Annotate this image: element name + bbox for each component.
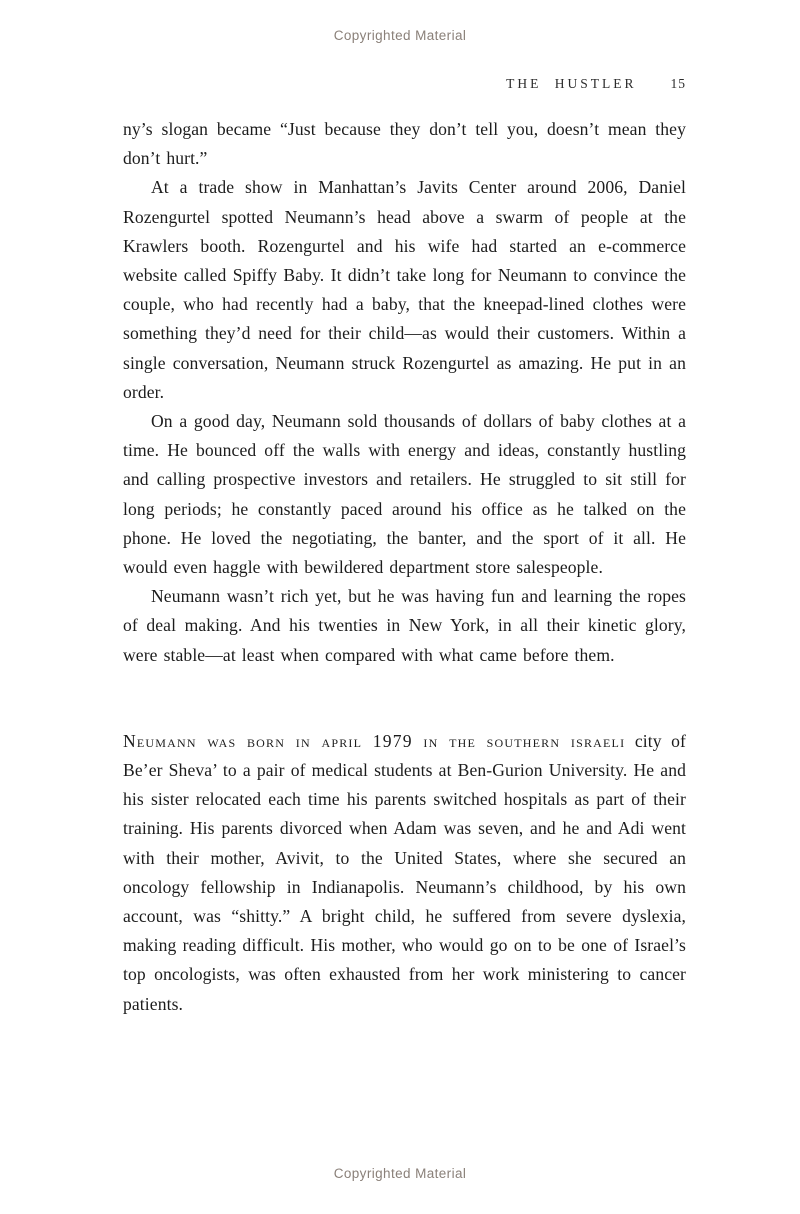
running-header [123,76,686,92]
section-opener-smallcaps: Neumann was born in april 1979 in the southern israeli [123,730,626,751]
paragraph-good-day: On a good day, Neumann sold thousands of dollars of baby clothes at a time. He bounced off the walls with energy and ideas, constantly hustling and calling prospective investors and retailers. He struggled to sit still for long periods; he constantly paced around his office as he talked on the phone. He loved the negotiating, the banter, and the sport of it all. He would even haggle with bewildered department store salespeople. [123,411,686,578]
page-number: 15 [670,76,686,91]
section-opener-rest: city of Be’er Sheva’ to a pair of medical students at Ben-Gurion University. He and his sister relocated each time his parents switched hospitals as part of their training. His parents divorced when Adam was seven, and he and Adi went with their mother, Avivit, to the United States, where she secured an oncology fellowship in Indianapolis. Neumann’s childhood, by his own account, was “shitty.” A bright child, he suffered from severe dyslexia, making reading difficult. His mother, who would go on to be one of Israel’s top oncologists, was often exhausted from her work ministering to cancer patients. [123,730,687,1014]
chapter-title: THE HUSTLER [506,76,637,91]
copyright-notice-bottom: Copyrighted Material [333,1166,467,1181]
page-content [123,0,686,1019]
body-text [123,115,686,1019]
copyright-notice-top: Copyrighted Material [333,28,467,43]
paragraph-trade-show: At a trade show in Manhattan’s Javits Center around 2006, Daniel Rozengurtel spotted Neumann’s head above a swarm of people at the Krawlers booth. Rozengurtel and his wife had started an e-commerce website called Spiffy Baby. It didn’t take long for Neumann to convince the couple, who had recently had a baby, that the kneepad-lined clothes were something they’d need for their child—as would their customers. Within a single conversation, Neumann struck Rozengurtel as amazing. He put in an order. [123,177,686,402]
paragraph-continuation: ny’s slogan became “Just because they don’t tell you, doesn’t mean they don’t hurt.” [123,119,686,169]
paragraph-not-rich-yet: Neumann wasn’t rich yet, but he was having fun and learning the ropes of deal making. And his twenties in New York, in all their kinetic glory, were stable—at least when compared with what came before them. [123,586,686,665]
paragraph-section-opener [123,727,686,1019]
